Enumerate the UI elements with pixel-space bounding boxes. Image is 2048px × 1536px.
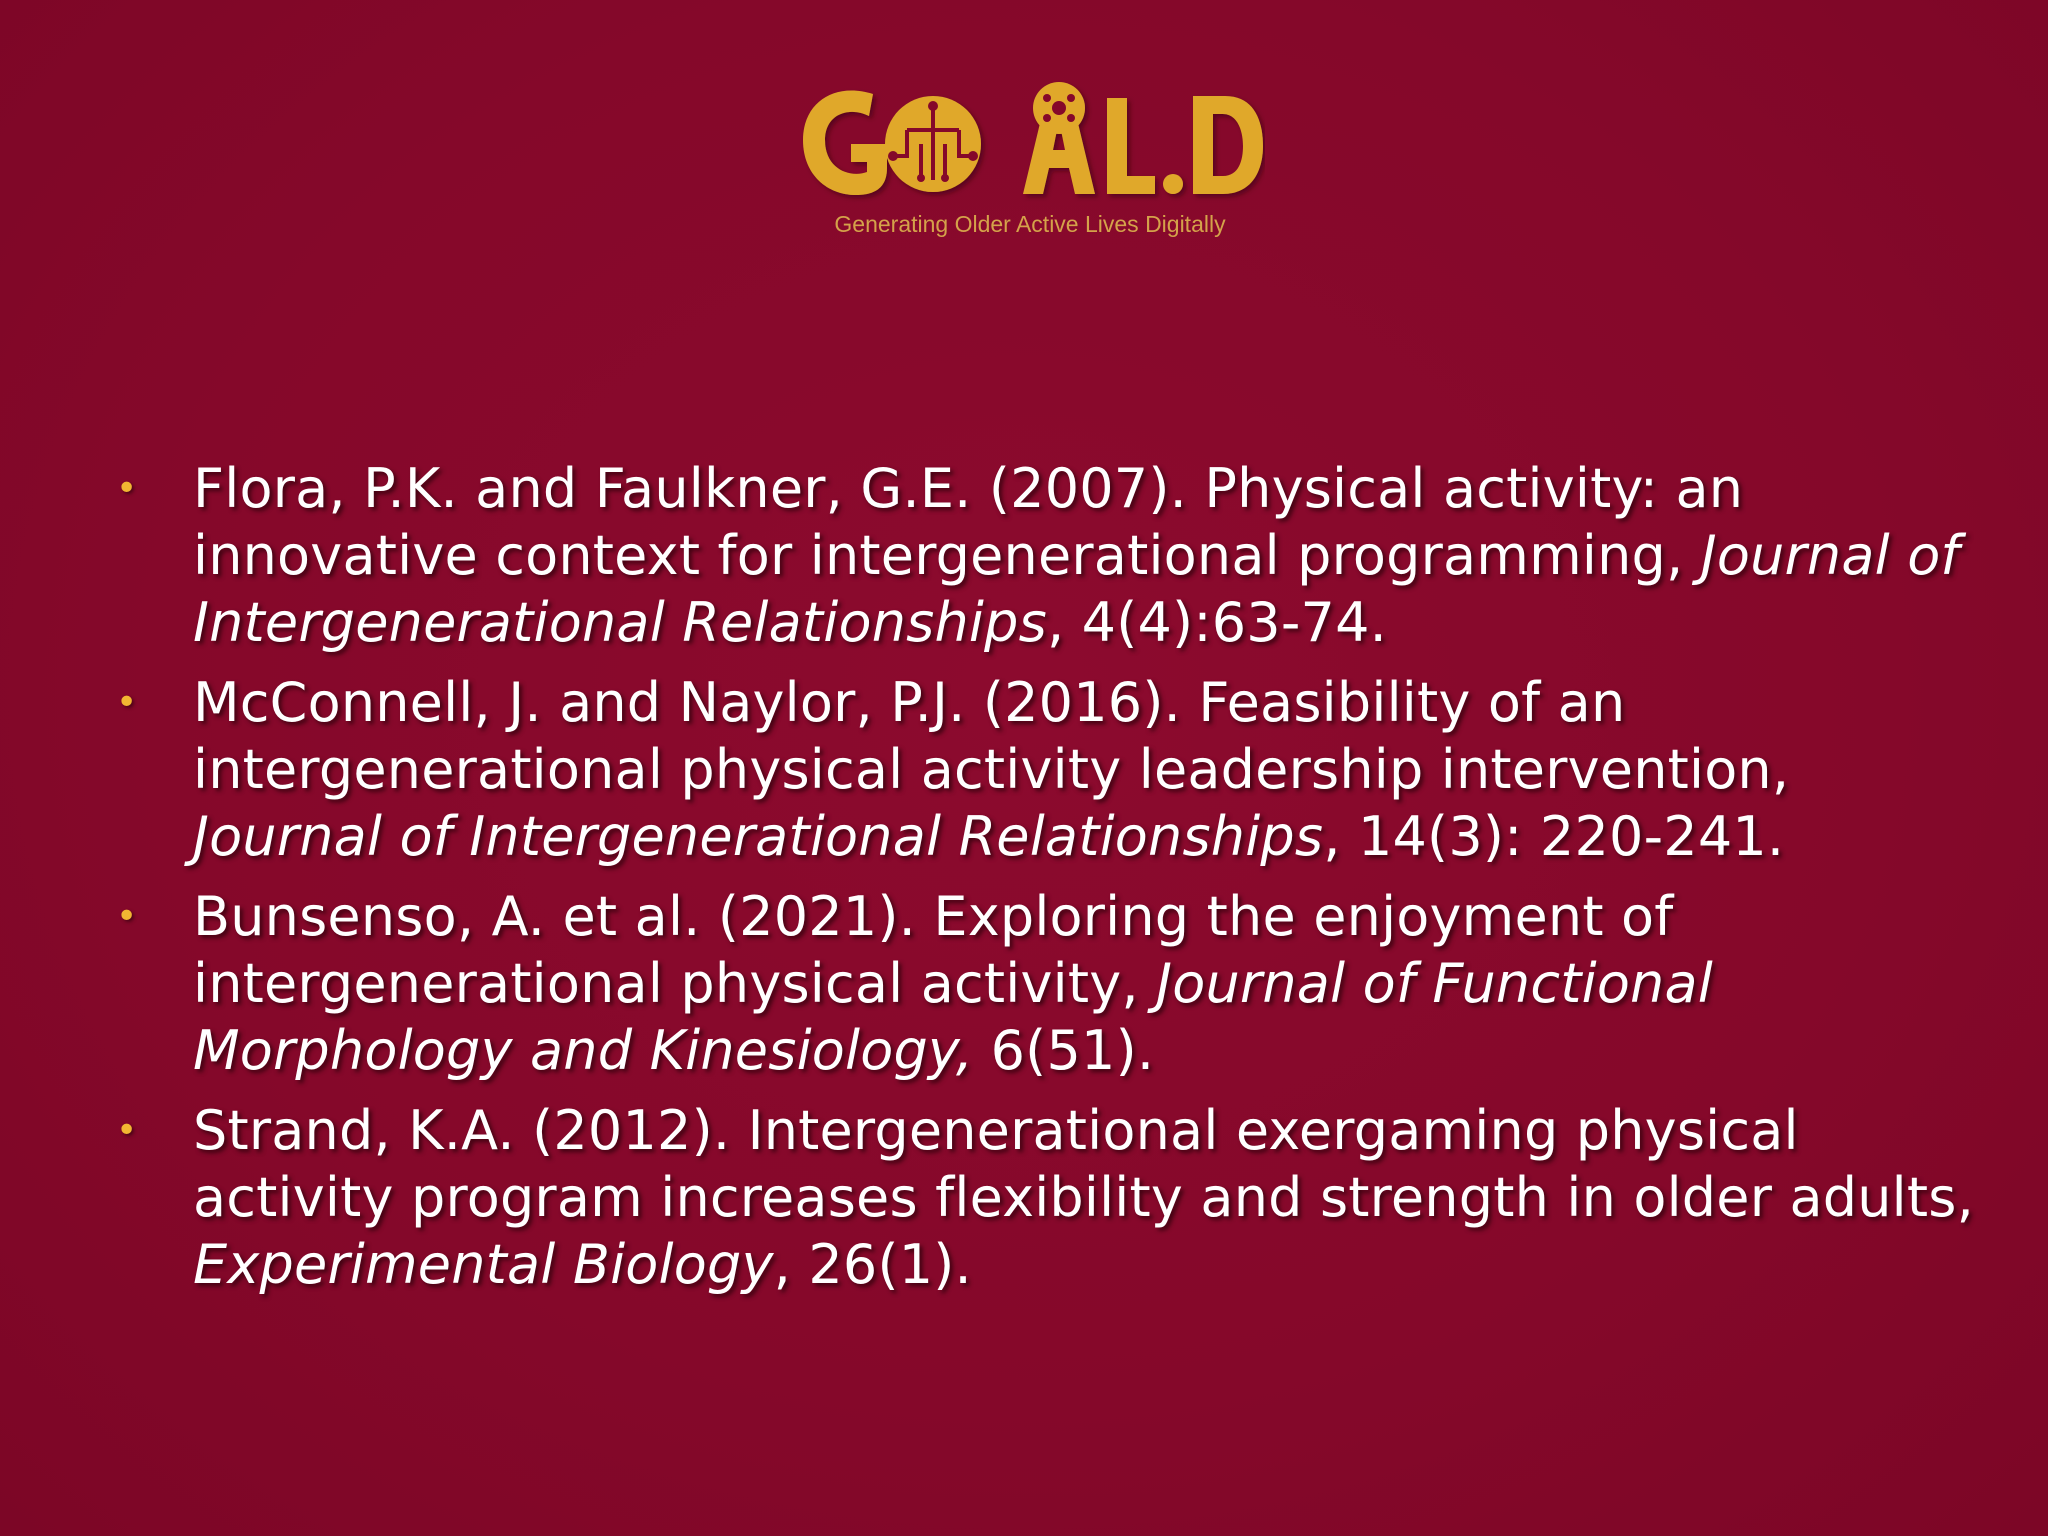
reference-title: Exploring the enjoyment of intergenerational physical activity, [193, 885, 1674, 1015]
reference-journal: Journal of Intergenerational Relationships [193, 524, 1960, 654]
reference-journal: Journal of Functional Morphology and Kinesiology, [193, 952, 1713, 1082]
reference-details: , 4(4):63-74. [1046, 591, 1387, 654]
reference-details: 6(51). [973, 1019, 1155, 1082]
reference-title: Intergenerational exergaming physical activity program increases flexibility and strength in older adults, [193, 1099, 1974, 1229]
reference-journal: Journal of Intergenerational Relationships [193, 805, 1324, 868]
goald-logo-graphic [795, 72, 1265, 247]
reference-authors-year: McConnell, J. and Naylor, P.J. (2016). [193, 671, 1199, 734]
goald-logo [795, 72, 1265, 247]
bullet-icon: • [116, 1110, 138, 1151]
bullet-icon: • [116, 682, 138, 723]
bullet-icon: • [116, 896, 138, 937]
reference-item [108, 883, 1988, 1084]
logo-tagline: Generating Older Active Lives Digitally [834, 211, 1226, 237]
reference-details: , 26(1). [773, 1233, 972, 1296]
reference-title: Feasibility of an intergenerational physical activity leadership intervention, [193, 671, 1790, 801]
reference-authors-year: Bunsenso, A. et al. (2021). [193, 885, 934, 948]
reference-journal: Experimental Biology [193, 1233, 774, 1296]
reference-list [108, 455, 1988, 1311]
reference-authors-year: Flora, P.K. and Faulkner, G.E. (2007). [193, 457, 1205, 520]
reference-item [108, 455, 1988, 656]
reference-item [108, 669, 1988, 870]
bullet-icon: • [116, 468, 138, 509]
reference-item [108, 1097, 1988, 1298]
reference-authors-year: Strand, K.A. (2012). [193, 1099, 748, 1162]
reference-title: Physical activity: an innovative context for intergenerational programming, [193, 457, 1744, 587]
reference-details: , 14(3): 220-241. [1323, 805, 1785, 868]
